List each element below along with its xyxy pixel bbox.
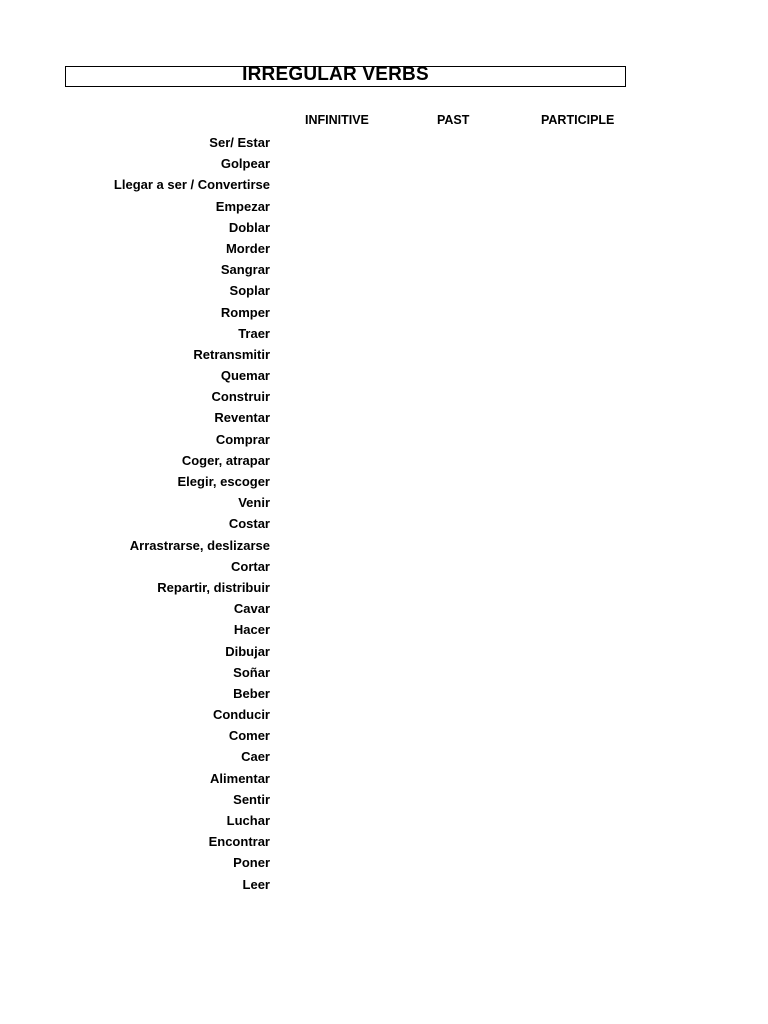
verb-list-item: Morder [225, 240, 270, 256]
verb-list [60, 132, 270, 895]
verb-list-item: Comer [228, 728, 270, 744]
verb-list-item: Quemar [220, 368, 270, 384]
verb-list-item: Traer [238, 325, 270, 341]
page-title: IRREGULAR VERBS [242, 64, 429, 85]
verb-list-item: Encontrar [208, 834, 270, 850]
verb-list-item: Empezar [215, 198, 270, 214]
verb-list-item: Soplar [229, 283, 270, 299]
verb-list-item: Venir [238, 495, 270, 511]
verb-list-item: Beber [233, 685, 270, 701]
verb-list-item: Golpear [220, 156, 270, 172]
verb-list-item: Cortar [230, 558, 270, 574]
verb-list-item: Soñar [233, 664, 270, 680]
verb-list-item: Reventar [214, 410, 270, 426]
verb-list-item: Llegar a ser / Convertirse [113, 177, 270, 193]
column-header-infinitive: INFINITIVE [305, 113, 369, 127]
verb-list-item: Dibujar [225, 643, 270, 659]
verb-list-item: Alimentar [210, 770, 270, 786]
verb-list-item: Elegir, escoger [177, 474, 270, 489]
verb-list-item: Sangrar [220, 262, 270, 278]
verb-list-item: Repartir, distribuir [157, 579, 270, 595]
verb-list-item: Retransmitir [193, 346, 270, 362]
verb-list-item: Costar [228, 516, 270, 532]
verb-list-item: Cavar [233, 601, 270, 617]
verb-list-item: Leer [242, 876, 270, 892]
verb-list-item: Conducir [212, 707, 270, 723]
verb-list-item: Doblar [228, 219, 270, 235]
verb-list-item: Construir [211, 389, 270, 405]
verb-list-item: Ser/ Estar [209, 135, 270, 150]
verb-list-item: Poner [233, 855, 270, 871]
verb-list-item: Romper [220, 304, 270, 320]
verb-list-item: Hacer [233, 622, 270, 638]
verb-list-item: Luchar [226, 813, 270, 828]
verb-list-item: Coger, atrapar [181, 452, 270, 468]
verb-list-item: Comprar [215, 431, 270, 447]
title-box [65, 66, 626, 87]
verb-list-item: Caer [241, 749, 270, 765]
verb-list-item: Sentir [233, 791, 270, 807]
column-header-past: PAST [437, 113, 470, 127]
verb-list-item: Arrastrarse, deslizarse [129, 537, 270, 553]
column-header-participle: PARTICIPLE [541, 113, 615, 127]
